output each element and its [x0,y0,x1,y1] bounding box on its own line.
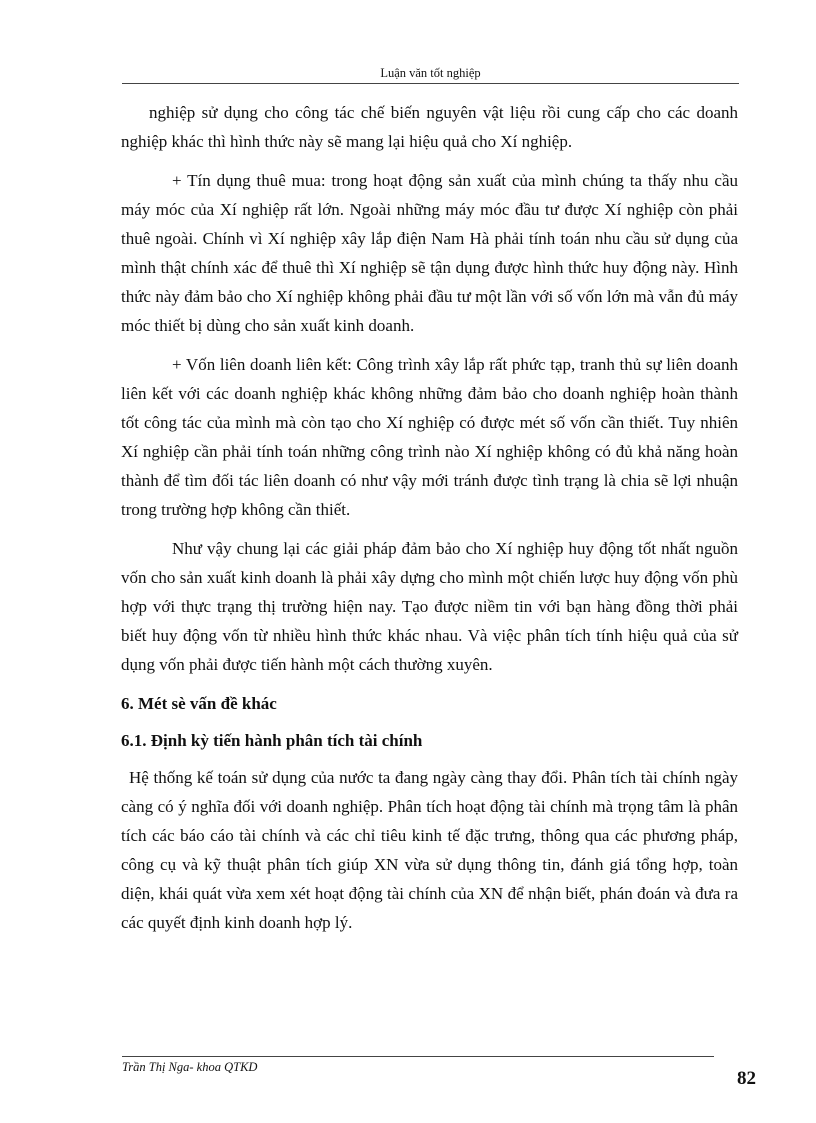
subsection-heading: 6.1. Định kỳ tiến hành phân tích tài chính [121,731,423,750]
page-number: 82 [737,1068,756,1089]
paragraph-leasing-credit: + Tín dụng thuê mua: trong hoạt động sản xuất của mình chúng ta thấy nhu cầu máy móc của Xí nghiệp rất lớn. Ngoài những máy móc đầu tư được Xí nghiệp còn phải thuê ngoài. Chính vì Xí nghiệp xây lắp điện Nam Hà phải tính toán nhu cầu sử dụng của mình thật chính xác để thuê thì Xí nghiệp sẽ tận dụng được hình thức huy động này. Hình thức này đảm bảo cho Xí nghiệp không phải đầu tư một lần với số vốn lớn mà vẫn đủ máy móc thiết bị dùng cho sản xuất kinh doanh. [121,171,738,335]
document-body [121,98,738,947]
paragraph-continuation: nghiệp sử dụng cho công tác chế biến nguyên vật liệu rồi cung cấp cho các doanh nghiệp khác thì hình thức này sẽ mang lại hiệu quả cho Xí nghiệp. [121,103,738,151]
paragraph-summary: Như vậy chung lại các giải pháp đảm bảo cho Xí nghiệp huy động tốt nhất nguồn vốn cho sản xuất kinh doanh là phải xây dựng cho mình một chiến lược huy động vốn phù hợp với thực trạng thị trường hiện nay. Tạo được niềm tin với bạn hàng đồng thời phải biết huy động vốn từ nhiều hình thức khác nhau. Và việc phân tích tính hiệu quả của sử dụng vốn phải được tiến hành một cách thường xuyên. [121,539,738,674]
paragraph-financial-analysis: Hệ thống kế toán sử dụng của nước ta đang ngày càng thay đổi. Phân tích tài chính ngày càng có ý nghĩa đối với doanh nghiệp. Phân tích hoạt động tài chính mà trọng tâm là phân tích các báo cáo tài chính và các chỉ tiêu kinh tế đặc trưng, thông qua các phương pháp, công cụ và kỹ thuật phân tích giúp XN vừa sử dụng thông tin, đánh giá tổng hợp, toàn diện, khái quát vừa xem xét hoạt động tài chính của XN để nhận biết, phán đoán và đưa ra các quyết định kinh doanh hợp lý. [121,768,738,932]
section-heading: 6. Mét sè vấn đề khác [121,694,277,713]
footer-divider [122,1056,714,1057]
paragraph-joint-venture-capital: + Vốn liên doanh liên kết: Công trình xây lắp rất phức tạp, tranh thủ sự liên doanh liên kết với các doanh nghiệp khác không những đảm bảo cho doanh nghiệp hoàn thành tốt công tác của mình mà còn tạo cho Xí nghiệp có được mét số vốn cần thiết. Tuy nhiên Xí nghiệp cần phải tính toán những công trình nào Xí nghiệp không có đủ khả năng hoàn thành để tìm đối tác liên doanh có như vậy mới tránh được tình trạng là chia sẽ lợi nhuận trong trường hợp không cần thiết. [121,355,738,519]
footer-author: Trần Thị Nga- khoa QTKD [122,1060,258,1074]
page-header: Luận văn tốt nghiệp [122,66,739,84]
